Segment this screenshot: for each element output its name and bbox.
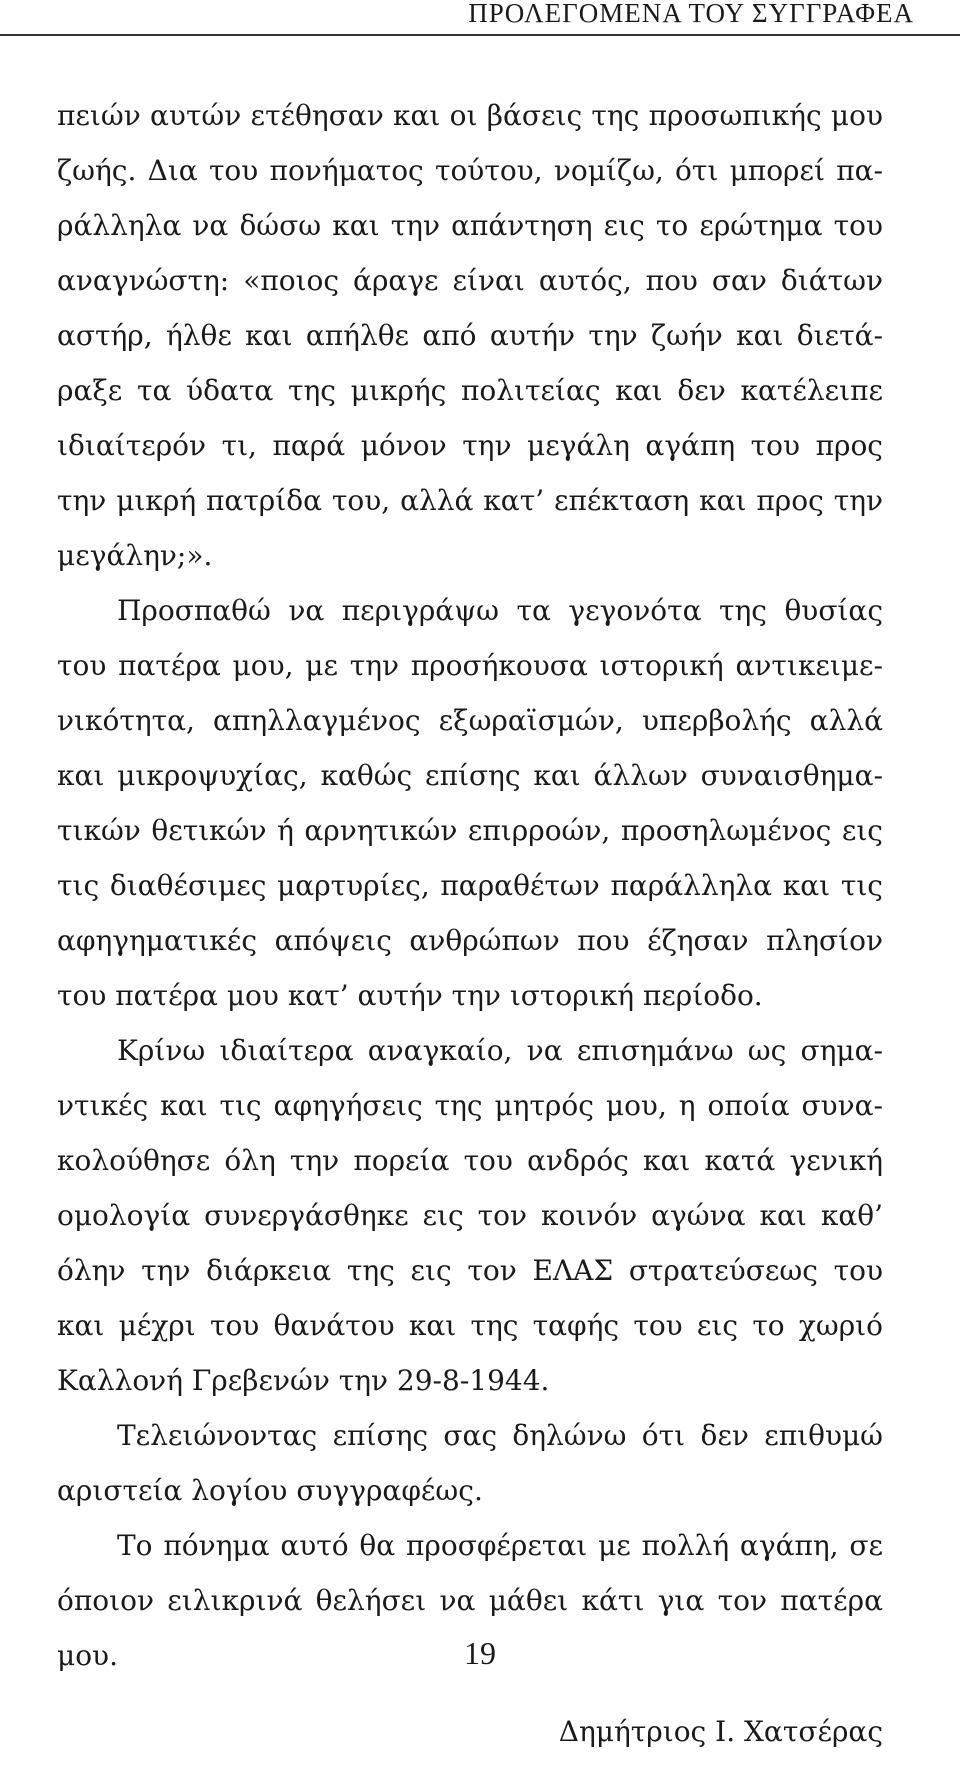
text-line: κολούθησε όλη την πορεία του ανδρός και κατά γενική bbox=[57, 1144, 883, 1177]
page-number: 19 bbox=[464, 1635, 496, 1671]
text-line: όλην την διάρκεια της εις τον ΕΛΑΣ στρατεύσεως του bbox=[57, 1254, 883, 1287]
text-line: αφηγηματικές απόψεις ανθρώπων που έζησαν πλησίον bbox=[57, 924, 883, 957]
text-line: αναγνώστη: «ποιος άραγε είναι αυτός, που σαν διάτων bbox=[57, 264, 883, 297]
text-line: ιδιαίτερόν τι, παρά μόνον την μεγάλη αγάπη του προς bbox=[57, 429, 883, 462]
text-line: του πατέρα μου κατ’ αυτήν την ιστορική περίοδο. bbox=[57, 979, 763, 1012]
text-line: του πατέρα μου, με την προσήκουσα ιστορική αντικειμε- bbox=[57, 649, 883, 682]
author-signature: Δημήτριος Ι. Χατσέρας bbox=[558, 1715, 883, 1748]
text-line: ντικές και τις αφηγήσεις της μητρός μου, η οποία συνα- bbox=[57, 1089, 883, 1122]
text-line: πειών αυτών ετέθησαν και οι βάσεις της προσωπικής μου bbox=[57, 99, 883, 132]
text-line: ομολογία συνεργάσθηκε εις τον κοινόν αγώνα και καθ’ bbox=[57, 1199, 883, 1232]
text-line: Καλλονή Γρεβενών την 29-8-1944. bbox=[57, 1364, 550, 1397]
text-line: όποιον ειλικρινά θελήσει να μάθει κάτι για τον πατέρα bbox=[57, 1584, 883, 1617]
text-line: και μικροψυχίας, καθώς επίσης και άλλων συναισθημα- bbox=[57, 759, 883, 792]
text-line: ράλληλα να δώσω και την απάντηση εις το ερώτημα του bbox=[57, 209, 883, 242]
text-line: τις διαθέσιμες μαρτυρίες, παραθέτων παράλληλα και τις bbox=[57, 869, 883, 902]
text-line: τικών θετικών ή αρνητικών επιρροών, προσηλωμένος εις bbox=[57, 814, 883, 847]
text-line: Προσπαθώ να περιγράψω τα γεγονότα της θυσίας bbox=[117, 594, 883, 627]
page-body bbox=[57, 96, 883, 1767]
text-line: ζωής. Δια του πονήματος τούτου, νομίζω, ότι μπορεί πα- bbox=[57, 154, 883, 187]
text-line: αστήρ, ήλθε και απήλθε από αυτήν την ζωήν και διετά- bbox=[57, 319, 883, 352]
text-line: Κρίνω ιδιαίτερα αναγκαίο, να επισημάνω ως σημα- bbox=[117, 1034, 883, 1067]
running-head-title: ΠΡΟΛΕΓΟΜΕΝΑ ΤΟΥ ΣΥΓΓΡΑΦΕΑ bbox=[468, 0, 914, 28]
text-line: νικότητα, απηλλαγμένος εξωραϊσμών, υπερβολής αλλά bbox=[57, 704, 883, 737]
paragraph bbox=[57, 96, 883, 591]
paragraph bbox=[57, 591, 883, 1031]
paragraph bbox=[57, 1416, 883, 1526]
text-line: μου. bbox=[57, 1639, 118, 1672]
text-line: Τελειώνοντας επίσης σας δηλώνω ότι δεν επιθυμώ bbox=[117, 1419, 883, 1452]
text-line: την μικρή πατρίδα του, αλλά κατ’ επέκταση και προς την bbox=[57, 484, 883, 517]
text-line: μεγάλην;». bbox=[57, 539, 213, 572]
paragraph bbox=[57, 1031, 883, 1416]
text-line: αριστεία λογίου συγγραφέως. bbox=[57, 1474, 483, 1507]
text-line: Το πόνημα αυτό θα προσφέρεται με πολλή αγάπη, σε bbox=[117, 1529, 883, 1562]
running-head bbox=[0, 0, 960, 36]
text-line: ραξε τα ύδατα της μικρής πολιτείας και δεν κατέλειπε bbox=[57, 374, 883, 407]
text-line: και μέχρι του θανάτου και της ταφής του εις το χωριό bbox=[57, 1309, 883, 1342]
